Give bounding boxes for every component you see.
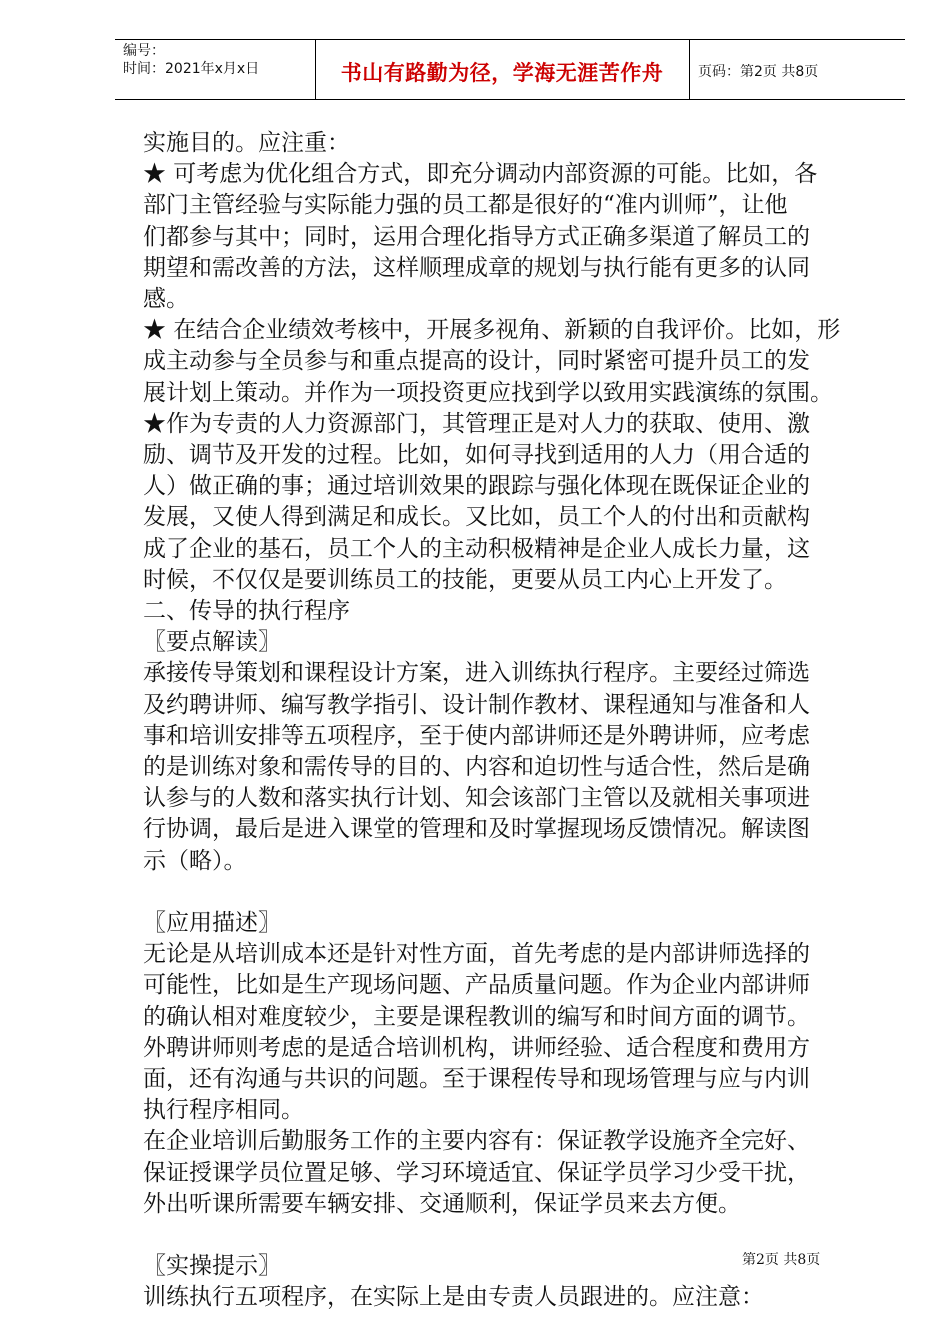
body-text-line: ★ 在结合企业绩效考核中，开展多视角、新颖的自我评价。比如，形	[143, 317, 841, 344]
body-text-line: 承接传导策划和课程设计方案，进入训练执行程序。主要经过筛选	[143, 660, 810, 687]
body-text-line: 〖应用描述〗	[143, 910, 281, 937]
header-bottom-rule	[115, 99, 905, 100]
body-text-line: 保证授课学员位置足够、学习环境适宜、保证学员学习少受干扰，	[143, 1159, 810, 1186]
body-text-line: ★作为专责的人力资源部门，其管理正是对人力的获取、使用、激	[143, 410, 810, 437]
body-text-line: ★ 可考虑为优化组合方式，即充分调动内部资源的可能。比如，各	[143, 161, 818, 188]
body-text-line: 们都参与其中；同时，运用合理化指导方式正确多渠道了解员工的	[143, 223, 810, 250]
body-text-line: 期望和需改善的方法，这样顺理成章的规划与执行能有更多的认同	[143, 254, 810, 281]
blank-line	[143, 1220, 903, 1251]
body-text-line: 面，还有沟通与共识的问题。至于课程传导和现场管理与应与内训	[143, 1066, 810, 1093]
header-meta	[123, 42, 259, 78]
body-text-line: 执行程序相同。	[143, 1097, 304, 1124]
body-text-line: 可能性，比如是生产现场问题、产品质量问题。作为企业内部讲师	[143, 972, 810, 999]
body-text-line: 在企业培训后勤服务工作的主要内容有：保证教学设施齐全完好、	[143, 1128, 810, 1155]
body-text-line: 〖要点解读〗	[143, 629, 281, 656]
header-divider	[689, 39, 690, 100]
body-text-line: 成主动参与全员参与和重点提高的设计，同时紧密可提升员工的发	[143, 348, 810, 375]
body-text-line: 外出听课所需要车辆安排、交通顺利，保证学员来去方便。	[143, 1190, 741, 1217]
body-text-line: 感。	[143, 286, 189, 313]
body-text-line: 认参与的人数和落实执行计划、知会该部门主管以及就相关事项进	[143, 785, 810, 812]
body-text-line: 事和培训安排等五项程序，至于使内部讲师还是外聘讲师，应考虑	[143, 722, 810, 749]
body-text-line: 行协调，最后是进入课堂的管理和及时掌握现场反馈情况。解读图	[143, 816, 810, 843]
body-text-line: 实施目的。应注重：	[143, 130, 350, 156]
body-text-line: 的是训练对象和需传导的目的、内容和迫切性与适合性，然后是确	[143, 754, 810, 781]
body-text-line: 训练执行五项程序，在实际上是由专责人员跟进的。应注意：	[143, 1284, 764, 1311]
header-page-info: 页码：第2页 共8页	[698, 64, 819, 80]
body-text-line: 时候，不仅仅是要训练员工的技能，更要从员工内心上开发了。	[143, 566, 787, 593]
body-text-line: 人）做正确的事；通过培训效果的跟踪与强化体现在既保证企业的	[143, 473, 810, 500]
body-text-line: 示（略）。	[143, 847, 247, 874]
blank-line	[143, 877, 903, 908]
body-text-line: 无论是从培训成本还是针对性方面，首先考虑的是内部讲师选择的	[143, 941, 810, 968]
header-motto: 书山有路勤为径，学海无涯苦作舟	[340, 60, 664, 85]
header-number-label: 编号：	[123, 43, 165, 59]
body-text-line: 展计划上策动。并作为一项投资更应找到学以致用实践演练的氛围。	[143, 379, 833, 406]
header-time-label: 时间：2021年x月x日	[123, 61, 260, 77]
body-text-line: 成了企业的基石，员工个人的主动积极精神是企业人成长力量，这	[143, 535, 810, 562]
body-text-line: 发展，又使人得到满足和成长。又比如，员工个人的付出和贡献构	[143, 504, 810, 531]
body-text-line: 的确认相对难度较少，主要是课程教训的编写和时间方面的调节。	[143, 1003, 810, 1030]
body-text-line: 部门主管经验与实际能力强的员工都是很好的“准内训师”，让他	[143, 192, 788, 219]
header-top-rule	[115, 39, 905, 40]
page-footer: 第2页 共8页	[742, 1252, 821, 1268]
page-header	[115, 39, 905, 100]
document-body	[143, 128, 903, 1314]
body-text-line: 及约聘讲师、编写教学指引、设计制作教材、课程通知与准备和人	[143, 691, 810, 718]
body-text-line: 二、传导的执行程序	[143, 598, 350, 625]
body-text-line: 〖实操提示〗	[143, 1253, 281, 1280]
body-text-line: 外聘讲师则考虑的是适合培训机构，讲师经验、适合程度和费用方	[143, 1034, 810, 1061]
body-text-line: 励、调节及开发的过程。比如，如何寻找到适用的人力（用合适的	[143, 442, 810, 469]
